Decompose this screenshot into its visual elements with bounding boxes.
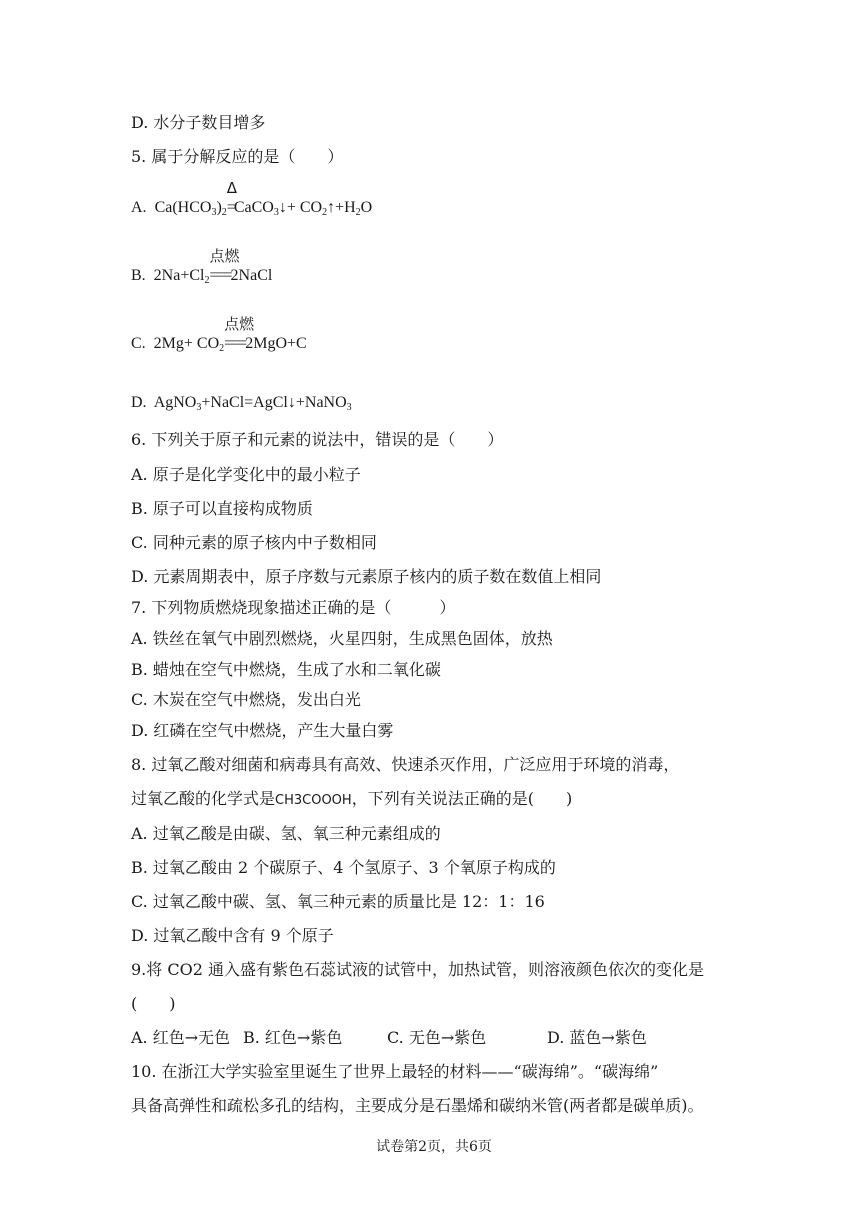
- option-label: A.: [131, 199, 147, 216]
- formula-part: 2Mg+ CO: [153, 335, 220, 352]
- option-7a: A. 铁丝在氧气中剧烈燃烧，火星四射，生成黑色固体，放热: [131, 629, 553, 648]
- formula-part: AgNO: [153, 394, 197, 411]
- subscript: 3: [346, 402, 352, 413]
- option-7b: B. 蜡烛在空气中燃烧，生成了水和二氧化碳: [131, 660, 441, 679]
- formula-part: O: [360, 199, 373, 216]
- reaction-condition: [209, 247, 240, 286]
- condition-label: 点燃: [209, 247, 240, 265]
- question-8-line-2: [131, 789, 572, 811]
- option-9c: C. 无色→紫色: [387, 1028, 487, 1047]
- chemical-formula: CH3COOOH: [275, 793, 352, 808]
- question-10-line-1: 10. 在浙江大学实验室里诞生了世界上最轻的材料——“碳海绵”。“碳海绵”: [131, 1062, 659, 1081]
- subscript: 2: [221, 207, 227, 218]
- option-6c: C. 同种元素的原子核内中子数相同: [131, 533, 377, 552]
- condition-label: Δ: [226, 179, 238, 197]
- option-6d: D. 元素周期表中，原子序数与元素原子核内的质子数在数值上相同: [131, 567, 602, 586]
- option-8d: D. 过氧乙酸中含有 9 个原子: [131, 926, 334, 945]
- subscript: 2: [204, 275, 210, 286]
- question-9-line-1: 9.将 CO2 通入盛有紫色石蕊试液的试管中，加热试管，则溶液颜色依次的变化是: [131, 960, 704, 979]
- down-arrow: ↓: [278, 199, 287, 216]
- subscript: 2: [322, 207, 328, 218]
- equal-sign: ===: [224, 335, 246, 352]
- question-6: 6. 下列关于原子和元素的说法中，错误的是（ ）: [131, 430, 504, 449]
- options-9: [131, 1028, 647, 1048]
- page-footer: 试卷第2页，共6页: [376, 1139, 492, 1155]
- option-label: D.: [131, 394, 147, 411]
- formula-part: +H: [335, 199, 356, 216]
- option-5a: [131, 179, 373, 223]
- option-8b: B. 过氧乙酸由 2 个碳原子、4 个氢原子、3 个氧原子构成的: [131, 858, 556, 877]
- formula-part: Ca(HCO: [154, 199, 212, 216]
- line-4d: D. 水分子数目增多: [131, 113, 266, 132]
- option-9d: D. 蓝色→紫色: [547, 1028, 647, 1047]
- option-label: C.: [131, 335, 146, 352]
- question-9-line-2: ( ): [131, 994, 176, 1013]
- option-9a: A. 红色→无色: [131, 1028, 231, 1047]
- question-text: 过氧乙酸的化学式是: [131, 789, 276, 808]
- down-arrow: ↓: [287, 394, 296, 411]
- reaction-condition: [226, 179, 238, 218]
- option-5d: [131, 393, 352, 418]
- question-8-line-1: 8. 过氧乙酸对细菌和病毒具有高效、快速杀灭作用，广泛应用于环境的消毒，: [131, 755, 680, 774]
- option-6a: A. 原子是化学变化中的最小粒子: [131, 465, 361, 484]
- subscript: 3: [196, 402, 202, 413]
- subscript: 3: [211, 207, 217, 218]
- formula-part: +NaCl=AgCl: [201, 394, 288, 411]
- option-5b: [131, 247, 273, 291]
- subscript: 2: [355, 207, 361, 218]
- formula-part: CaCO: [233, 199, 274, 216]
- option-6b: B. 原子可以直接构成物质: [131, 499, 313, 518]
- subscript: 2: [219, 343, 225, 354]
- question-text: ，下列有关说法正确的是( ): [351, 789, 573, 808]
- formula-part: 2Na+Cl: [153, 267, 205, 284]
- option-9b: B. 红色→紫色: [243, 1028, 343, 1047]
- formula-paren: ): [216, 199, 222, 216]
- equal-sign: ===: [209, 267, 231, 284]
- formula-part: 2MgO+C: [245, 335, 307, 352]
- option-8a: A. 过氧乙酸是由碳、氢、氧三种元素组成的: [131, 824, 441, 843]
- question-10-line-2: 具备高弹性和疏松多孔的结构，主要成分是石墨烯和碳纳米管(两者都是碳单质)。: [131, 1096, 704, 1115]
- option-5c: [131, 315, 307, 359]
- formula-part: + CO: [286, 199, 323, 216]
- option-7d: D. 红磷在空气中燃烧，产生大量白雾: [131, 721, 394, 740]
- condition-label: 点燃: [224, 315, 255, 333]
- formula-part: +NaNO: [295, 394, 347, 411]
- option-label: B.: [131, 267, 146, 284]
- formula-part: 2NaCl: [230, 267, 273, 284]
- question-5: 5. 属于分解反应的是（ ）: [131, 147, 344, 166]
- option-7c: C. 木炭在空气中燃烧，发出白光: [131, 690, 361, 709]
- reaction-condition: [224, 315, 255, 354]
- equal-sign: =: [226, 199, 234, 216]
- option-8c: C. 过氧乙酸中碳、氢、氧三种元素的质量比是 12：1：16: [131, 892, 545, 911]
- question-7: 7. 下列物质燃烧现象描述正确的是（ ）: [131, 598, 456, 617]
- subscript: 3: [273, 207, 279, 218]
- up-arrow: ↑: [327, 199, 336, 216]
